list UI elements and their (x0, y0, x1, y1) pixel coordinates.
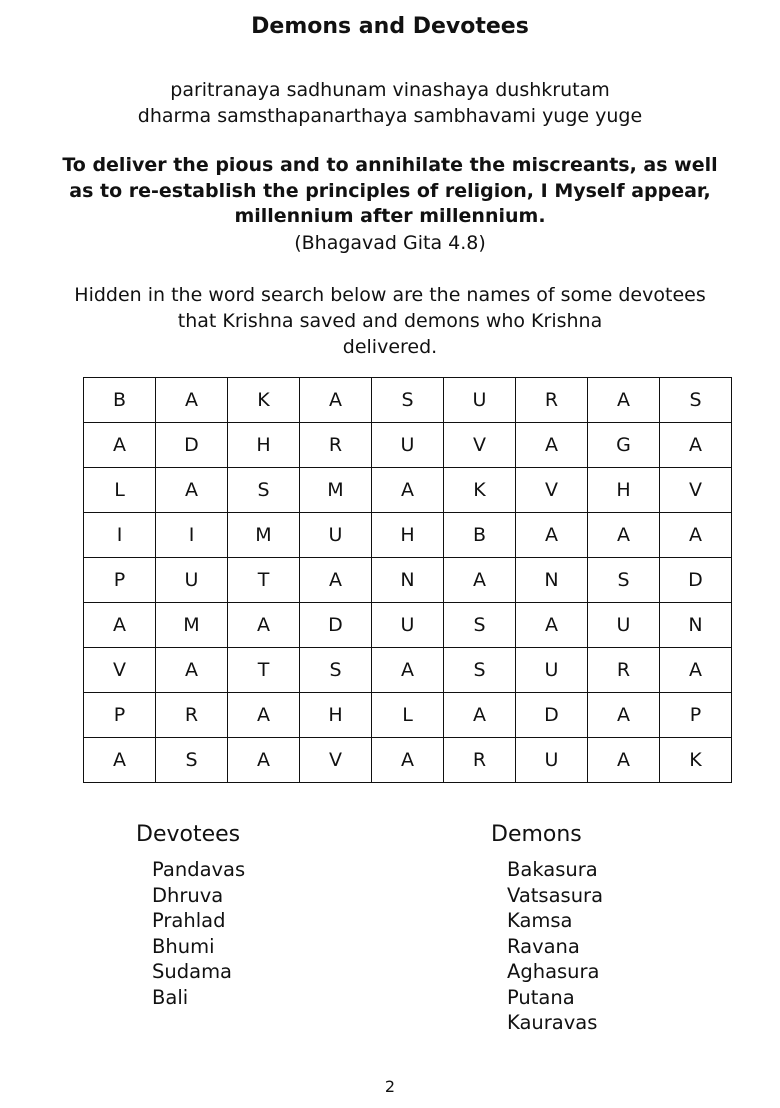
devotees-list-item: Bhumi (152, 934, 215, 958)
grid-cell: P (84, 558, 156, 603)
grid-cell: N (372, 558, 444, 603)
word-search-grid (83, 377, 732, 783)
grid-cell: A (588, 378, 660, 423)
verse-line: paritranaya sadhunam vinashaya dushkrutam (170, 79, 610, 101)
demons-heading: Demons (491, 822, 582, 847)
grid-cell: N (516, 558, 588, 603)
grid-cell: B (444, 513, 516, 558)
grid-row (84, 693, 732, 738)
verse-line: dharma samsthapanarthaya sambhavami yuge yuge (137, 105, 643, 127)
grid-cell: A (516, 423, 588, 468)
grid-cell: A (156, 468, 228, 513)
grid-cell: P (660, 693, 732, 738)
grid-cell: S (660, 378, 732, 423)
grid-cell: A (660, 423, 732, 468)
instructions-line: Hidden in the word search below are the names of some devotees (74, 284, 706, 306)
grid-cell: U (516, 648, 588, 693)
grid-cell: A (516, 603, 588, 648)
grid-cell: I (84, 513, 156, 558)
grid-row (84, 738, 732, 783)
grid-cell: U (516, 738, 588, 783)
grid-cell: A (84, 423, 156, 468)
grid-cell: A (444, 558, 516, 603)
verse-translation (0, 153, 780, 230)
grid-cell: H (372, 513, 444, 558)
grid-cell: A (372, 468, 444, 513)
grid-row (84, 513, 732, 558)
grid-cell: S (588, 558, 660, 603)
grid-cell: N (660, 603, 732, 648)
translation-line: as to re-establish the principles of religion, I Myself appear, (69, 179, 711, 202)
grid-cell: L (84, 468, 156, 513)
grid-cell: A (444, 693, 516, 738)
grid-cell: S (444, 648, 516, 693)
demons-list-item: Kauravas (507, 1011, 598, 1034)
grid-cell: S (156, 738, 228, 783)
demons-list-item: Ravana (507, 934, 580, 958)
instructions (0, 282, 780, 360)
devotees-list-item: Pandavas (152, 858, 246, 881)
grid-cell: S (372, 378, 444, 423)
grid-cell: U (372, 423, 444, 468)
instructions-line: delivered. (342, 336, 438, 358)
grid-cell: H (588, 468, 660, 513)
grid-cell: A (660, 648, 732, 693)
grid-cell: A (300, 378, 372, 423)
grid-cell: A (228, 693, 300, 738)
grid-cell: H (300, 693, 372, 738)
grid-cell: M (228, 513, 300, 558)
translation-line: To deliver the pious and to annihilate the miscreants, as well (62, 154, 718, 176)
grid-row (84, 558, 732, 603)
grid-row (84, 378, 732, 423)
grid-cell: K (228, 378, 300, 423)
demons-list-item: Vatsasura (507, 883, 604, 907)
sanskrit-verse (0, 77, 780, 129)
grid-cell: T (228, 648, 300, 693)
grid-cell: H (228, 423, 300, 468)
grid-cell: A (228, 603, 300, 648)
grid-cell: A (300, 558, 372, 603)
grid-cell: D (516, 693, 588, 738)
grid-cell: R (156, 693, 228, 738)
translation-line: millennium after millennium. (234, 205, 546, 227)
page-title: Demons and Devotees (251, 14, 529, 39)
grid-cell: A (84, 603, 156, 648)
grid-cell: A (588, 738, 660, 783)
demons-list-item: Putana (507, 985, 575, 1009)
demons-list-item: Kamsa (507, 909, 573, 932)
grid-cell: I (156, 513, 228, 558)
demons-list-item: Aghasura (507, 960, 600, 983)
grid-cell: S (228, 468, 300, 513)
devotees-heading: Devotees (136, 822, 241, 847)
grid-cell: K (660, 738, 732, 783)
grid-cell: U (588, 603, 660, 648)
grid-cell: B (84, 378, 156, 423)
grid-cell: V (444, 423, 516, 468)
devotees-list-item: Bali (152, 985, 189, 1009)
demons-list-item: Bakasura (507, 858, 598, 881)
devotees-list-item: Prahlad (152, 909, 226, 932)
grid-cell: V (300, 738, 372, 783)
grid-cell: A (372, 648, 444, 693)
grid-cell: A (156, 378, 228, 423)
grid-cell: A (588, 693, 660, 738)
grid-cell: R (300, 423, 372, 468)
grid-cell: R (516, 378, 588, 423)
grid-cell: V (660, 468, 732, 513)
verse-reference: (Bhagavad Gita 4.8) (294, 232, 486, 254)
grid-row (84, 468, 732, 513)
grid-cell: R (444, 738, 516, 783)
grid-cell: L (372, 693, 444, 738)
grid-cell: M (300, 468, 372, 513)
grid-cell: K (444, 468, 516, 513)
grid-cell: V (516, 468, 588, 513)
grid-cell: R (588, 648, 660, 693)
devotees-list (152, 857, 245, 1010)
demons-list (507, 857, 603, 1036)
grid-cell: U (300, 513, 372, 558)
grid-cell: A (228, 738, 300, 783)
grid-cell: A (84, 738, 156, 783)
grid-cell: T (228, 558, 300, 603)
grid-cell: P (84, 693, 156, 738)
grid-cell: D (660, 558, 732, 603)
grid-cell: M (156, 603, 228, 648)
grid-cell: G (588, 423, 660, 468)
grid-cell: D (300, 603, 372, 648)
grid-cell: D (156, 423, 228, 468)
grid-cell: U (444, 378, 516, 423)
grid-cell: A (588, 513, 660, 558)
grid-row (84, 648, 732, 693)
grid-cell: U (372, 603, 444, 648)
grid-cell: S (300, 648, 372, 693)
instructions-line: that Krishna saved and demons who Krishna (177, 310, 603, 332)
grid-row (84, 423, 732, 468)
devotees-list-item: Dhruva (152, 883, 224, 907)
grid-cell: A (516, 513, 588, 558)
page-number: 2 (384, 1077, 396, 1096)
grid-cell: A (372, 738, 444, 783)
grid-row (84, 603, 732, 648)
grid-cell: S (444, 603, 516, 648)
grid-cell: V (84, 648, 156, 693)
devotees-list-item: Sudama (152, 960, 233, 983)
grid-cell: U (156, 558, 228, 603)
grid-cell: A (660, 513, 732, 558)
grid-cell: A (156, 648, 228, 693)
